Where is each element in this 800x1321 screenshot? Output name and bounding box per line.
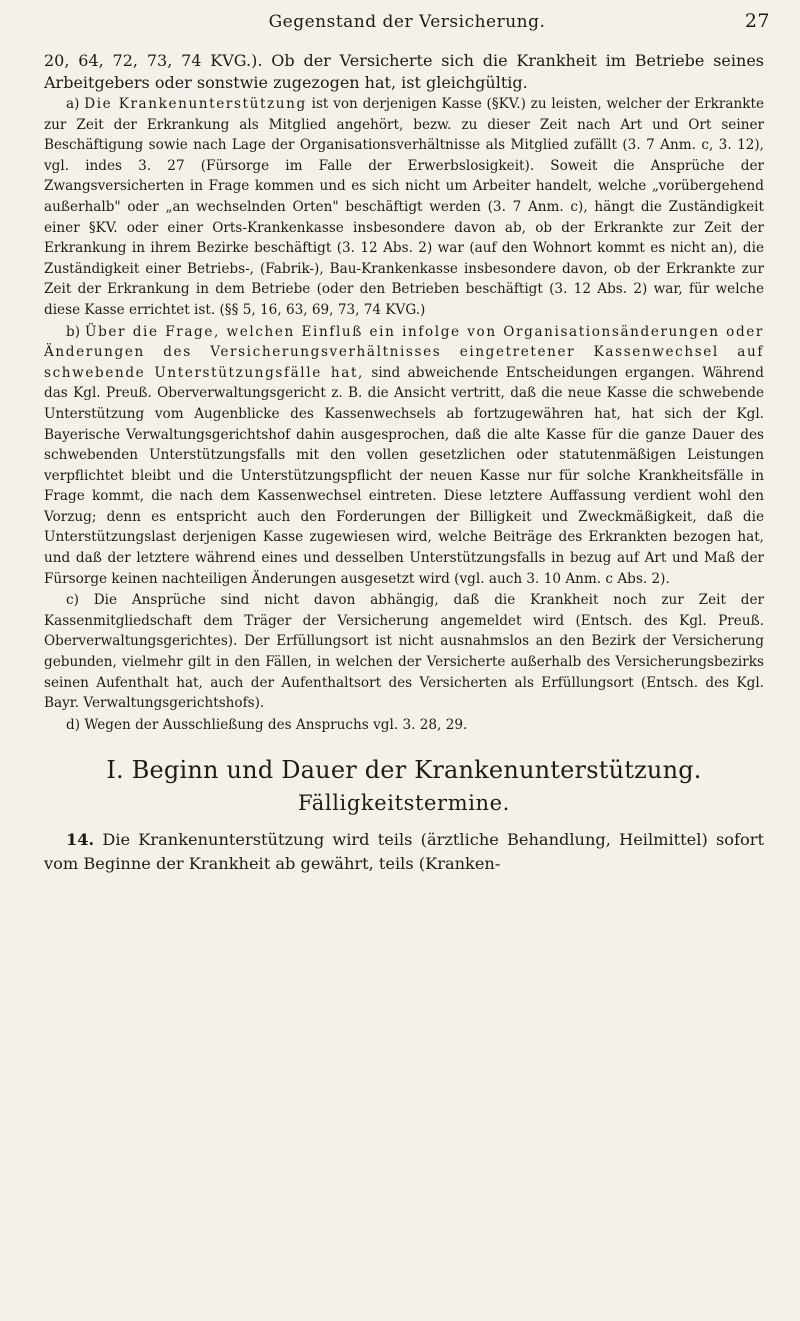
item-term: Über die Frage, welchen Einfluß ein infolge von Organisationsänderungen oder Änderungen des Versicherungsverhältnisses eingetretener Kassenwechsel auf schwebende Unterstützungsfälle hat,: [44, 323, 764, 381]
item-marker: a): [66, 96, 80, 112]
item-b: [44, 322, 764, 590]
running-title: Gegenstand der Versicherung.: [268, 12, 546, 32]
item-marker: b): [66, 323, 81, 340]
item-d: [44, 715, 764, 736]
paragraph-14: [44, 828, 764, 876]
item-c: [44, 590, 764, 714]
item-text: sind abweichende Entscheidungen ergangen. Während das Kgl. Preuß. Oberverwaltungsgericht z. B. die Ansicht vertritt, daß die neue Kasse die schwebende Unterstützung vom Augenblicke des Kassenwechsels ab fortzugewähren hat, hat sich der Kgl. Bayerische Verwaltungsgerichtshof dahin ausgesprochen, daß die alte Kasse für die ganze Dauer des schwebenden Unterstützungsfalls mit den vollen gesetzlichen oder statutenmäßigen Leistungen verpflichtet bleibt und die Unterstützungspflicht der neuen Kasse nur für solche Krankheitsfälle in Frage kommt, die nach dem Kassenwechsel eintreten. Diese letztere Auffassung verdient wohl den Vorzug; denn es entspricht auch den Forderungen der Billigkeit und Zweckmäßigkeit, daß die Unterstützungslast derjenigen Kasse zugewiesen wird, welche Beiträge des Erkrankten bezogen hat, und daß der letztere während eines und desselben Unterstützungsfalls in bezug auf Art und Maß der Fürsorge keinen nachteiligen Änderungen ausgesetzt wird (vgl. auch 3. 10 Anm. c Abs. 2).: [44, 364, 764, 587]
item-a: [44, 94, 764, 321]
lead-paragraph: 20, 64, 72, 73, 74 KVG.). Ob der Versicherte sich die Krankheit im Betriebe seines Arbeitgebers oder sonstwie zugezogen hat, ist gleichgültig.: [44, 51, 764, 92]
page-header: [44, 12, 770, 38]
item-text: ist von derjenigen Kasse (§KV.) zu leisten, welcher der Erkrankte zur Zeit der Erkrankung als Mitglied angehört, bezw. zu dieser Zeit nach Art und Ort seiner Beschäftigung sowie nach Lage der Organisationsverhältnisse als Mitglied zufällt (3. 7 Anm. c, 3. 12), vgl. indes 3. 27 (Fürsorge im Falle der Erwerbslosigkeit). Soweit die Ansprüche der Zwangsversicherten in Frage kommen und es sich nicht um Arbeiter handelt, welche „vorübergehend außerhalb" oder „an wechselnden Orten" beschäftigt werden (3. 7 Anm. c), hängt die Zuständigkeit einer §KV. oder einer Orts-Krankenkasse insbesondere davon ab, ob der Erkrankte zur Zeit der Erkrankung in ihrem Bezirke beschäftigt (3. 12 Abs. 2) war (auf den Wohnort kommt es nicht an), die Zuständigkeit einer Betriebs-, (Fabrik-), Bau-Krankenkasse insbesondere davon, ob der Erkrankte zur Zeit der Erkrankung in dem Betriebe (oder den Betrieben beschäftigt (3. 12 Abs. 2) war, für welche diese Kasse errichtet ist. (§§ 5, 16, 63, 69, 73, 74 KVG.): [44, 96, 764, 318]
item-marker: d): [66, 716, 81, 733]
paragraph-number: 14.: [66, 830, 95, 850]
page-body: [44, 50, 764, 876]
paragraph-text: Die Krankenunterstützung wird teils (ärztliche Behandlung, Heilmittel) sofort vom Beginne der Krankheit ab gewährt, teils (Kranken-: [44, 830, 764, 874]
item-text: Die Ansprüche sind nicht davon abhängig, daß die Krankheit noch zur Zeit der Kassenmitgliedschaft dem Träger der Versicherung angemeldet wird (Entsch. des Kgl. Preuß. Oberverwaltungsgerichtes). Der Erfüllungsort ist nicht ausnahmslos an den Bezirk der Versicherung gebunden, vielmehr gilt in den Fällen, in welchen der Versicherte außerhalb des Versicherungsbezirks seinen Aufenthalt hat, auch der Aufenthaltsort des Versicherten als Erfüllungsort (Entsch. des Kgl. Bayr. Verwaltungsgerichtshofs).: [44, 592, 764, 712]
item-marker: c): [66, 592, 79, 609]
item-term: Die Krankenunterstützung: [84, 96, 307, 112]
section-subheading: Fälligkeitstermine.: [298, 791, 510, 816]
item-text: Wegen der Ausschließung des Anspruchs vgl. 3. 28, 29.: [84, 716, 468, 733]
section-heading: I. Beginn und Dauer der Krankenunterstützung.: [106, 756, 702, 785]
page-number: 27: [744, 10, 770, 32]
